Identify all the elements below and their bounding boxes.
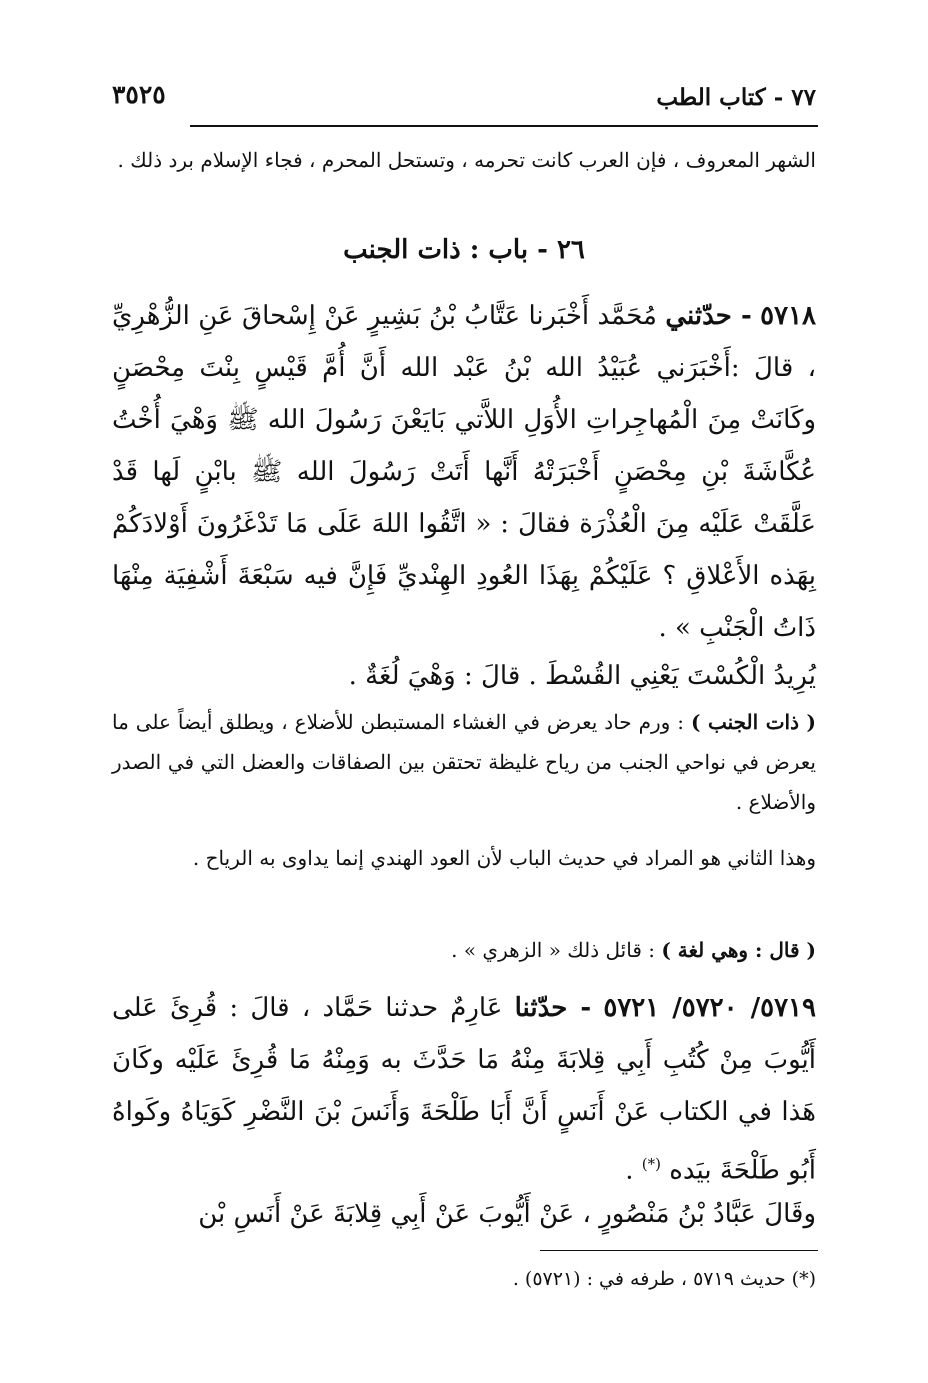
commentary-term: ( قال : وهي لغة ) — [661, 938, 816, 962]
hadith-narration-lead: - حدّثني — [665, 301, 752, 331]
footnote-divider — [540, 1250, 818, 1251]
commentary-dhat-al-janb — [112, 702, 816, 822]
hadith-text: عَارِمٌ حدثنا حَمَّاد ، قالَ : قُرِئَ عَلى أَيُّوبَ مِنْ كُتُبِ أَبِي قِلابَةَ مِنْهُ مَا حَدَّثَ به وَمِنْهُ مَا قُرِئَ عَلَيْه وكَانَ هَذا في الكتاب عَنْ أَنَسٍ أَنَّ أَبَا طَلْحَةَ وَأَنَسَ بْنَ النَّضْرِ كَوَيَاهُ وكَواهُ أَبُو طَلْحَةَ بيَده — [112, 993, 816, 1186]
hadith-narration-lead: - حدّثنا — [514, 993, 592, 1023]
hadith-end: . — [625, 1155, 634, 1186]
hadith-number: ٥٧١٩/ ٥٧٢٠/ ٥٧٢١ — [603, 993, 816, 1023]
commentary-second: وهذا الثاني هو المراد في حديث الباب لأن العود الهندي إنما يداوى به الرياح . — [192, 846, 816, 870]
commentary-text: : قائل ذلك « الزهري » . — [451, 938, 655, 962]
hadith-explanatory-note: يُرِيدُ الْكُسْتَ يَعْنِي القُسْطَ . قالَ : وَهْيَ لُغَةٌ . — [348, 661, 816, 691]
page-number: ٣٥٢٥ — [112, 80, 166, 109]
chapter-heading: ٢٦ - باب : ذات الجنب — [343, 235, 585, 265]
intro-commentary: الشهر المعروف ، فإن العرب كانت تحرمه ، وتستحل المحرم ، فجاء الإسلام برد ذلك . — [117, 148, 816, 172]
footnote: (*) حديث ٥٧١٩ ، طرفه في : (٥٧٢١) . — [512, 1268, 816, 1290]
hadith-continuation: وقَالَ عَبَّادُ بْنُ مَنْصُورٍ ، عَنْ أَيُّوبَ عَنْ أَبِي قِلابَةَ عَنْ أَنَسِ بْن — [198, 1199, 816, 1229]
hadith-5719 — [112, 982, 816, 1197]
running-header-chapter: ٧٧ - كتاب الطب — [656, 84, 816, 111]
commentary-text: : ورم حاد يعرض في الغشاء المستبطن للأضلاع ، ويطلق أيضاً على ما يعرض في نواحي الجنب من رياح غليظة تحتقن بين الصفاقات والعضل التي في الصدر والأضلاع . — [112, 710, 816, 814]
commentary-qala — [112, 930, 816, 970]
hadith-number: ٥٧١٨ — [760, 301, 816, 331]
hadith-text: مُحَمَّد أَخْبَرنا عَتَّابُ بْنُ بَشِيرٍ عَنْ إِسْحاقَ عَنِ الزُّهْرِيِّ ، قالَ :أَخْبَرَني عُبَيْدُ الله بْنُ عَبْد الله أَنَّ أُمَّ قَيْسٍ بِنْتَ مِحْصَنٍ وكَانَتْ مِنَ الْمُهاجِراتِ الأُوَلِ اللاَّتي بَايَعْنَ رَسُولَ الله ﷺ وَهْيَ أُخْتُ عُكَّاشَةَ بْنِ مِحْصَنٍ أَخْبَرَتْهُ أَنَّها أَتَتْ رَسُولَ الله ﷺ بابْنٍ لَها قَدْ عَلَّقَتْ عَلَيْه مِنَ الْعُذْرَة فقالَ : « اتَّقُوا اللهَ عَلَى مَا تَدْغَرُونَ أَوْلادَكُمْ بِهَذه الأَعْلاقِ ؟ عَلَيْكُمْ بِهَذَا العُودِ الهِنْديِّ فَإِنَّ فيه سَبْعَةَ أَشْفِيَة مِنْهَا ذَاتُ الْجَنْبِ » . — [112, 301, 816, 643]
footnote-marker: (*) — [641, 1155, 661, 1173]
header-divider — [190, 125, 818, 127]
hadith-5718 — [112, 290, 816, 654]
commentary-term: ( ذات الجنب ) — [690, 710, 817, 734]
